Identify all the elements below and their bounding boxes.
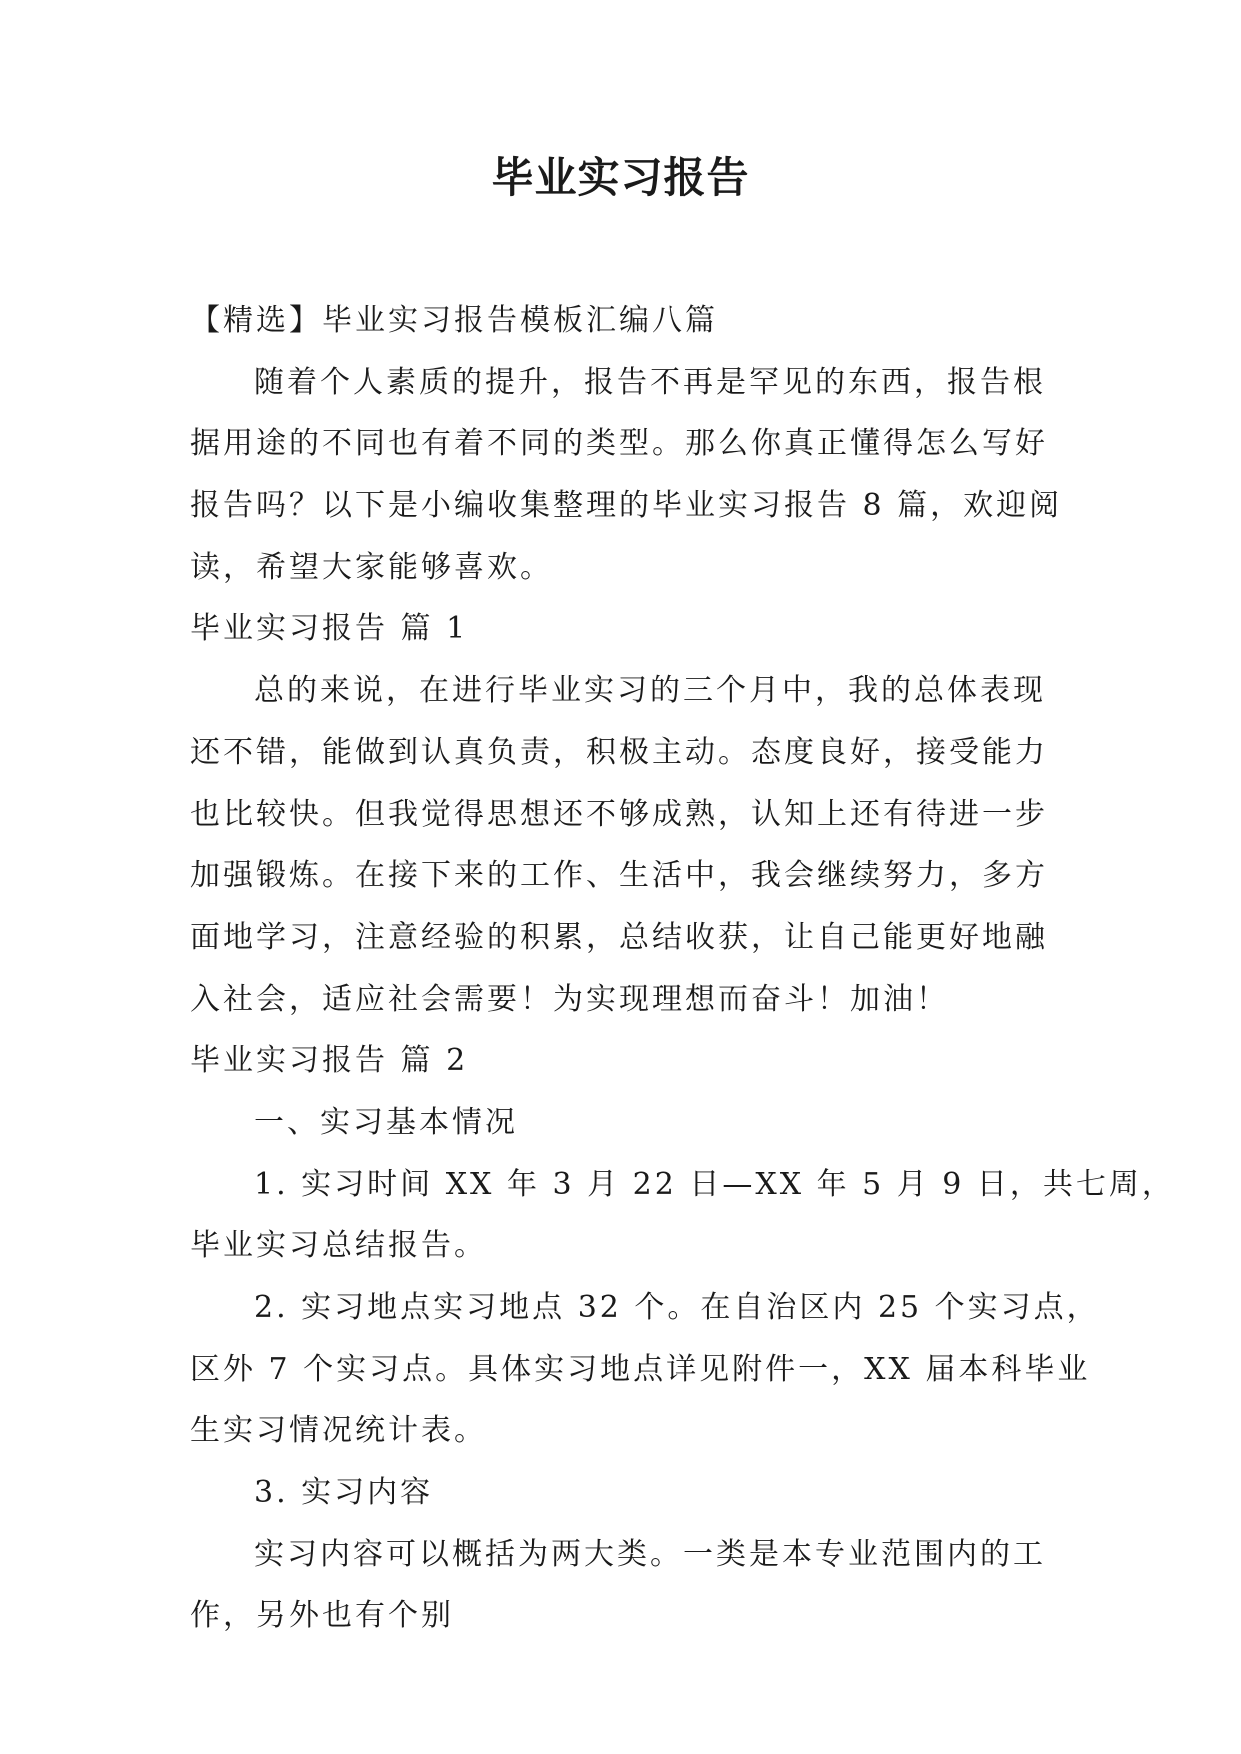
text-line: 区外 7 个实习点。具体实习地点详见附件一，XX 届本科毕业 — [190, 1351, 1091, 1387]
text-line: 毕业实习总结报告。 — [190, 1228, 487, 1264]
text-line: 【精选】毕业实习报告模板汇编八篇 — [190, 303, 718, 338]
text-line: 实习内容可以概括为两大类。一类是本专业范围内的工 — [254, 1536, 1046, 1572]
text-line: 面地学习，注意经验的积累，总结收获，让自己能更好地融 — [190, 919, 1048, 955]
document-body — [190, 290, 1175, 1647]
text-line: 随着个人素质的提升，报告不再是罕见的东西，报告根 — [254, 364, 1046, 400]
text-line: 作，另外也有个别 — [190, 1598, 454, 1634]
text-line: 2. 实习地点实习地点 32 个。在自治区内 25 个实习点， — [254, 1290, 1100, 1325]
document-title: 毕业实习报告 — [491, 153, 750, 202]
text-line: 毕业实习报告 篇 2 — [190, 1043, 469, 1079]
text-line: 一、实习基本情况 — [254, 1104, 518, 1140]
text-line: 报告吗？以下是小编收集整理的毕业实习报告 8 篇，欢迎阅 — [190, 488, 1063, 524]
text-line: 还不错，能做到认真负责，积极主动。态度良好，接受能力 — [190, 734, 1048, 770]
text-line: 3. 实习内容 — [254, 1475, 434, 1511]
text-line: 生实习情况统计表。 — [190, 1413, 487, 1449]
text-line: 入社会，适应社会需要！为实现理想而奋斗！加油！ — [190, 981, 949, 1017]
text-line: 1. 实习时间 XX 年 3 月 22 日—XX 年 5 月 9 日，共七周， — [254, 1166, 1175, 1202]
text-line: 据用途的不同也有着不同的类型。那么你真正懂得怎么写好 — [190, 426, 1048, 462]
text-line: 毕业实习报告 篇 1 — [190, 611, 469, 647]
text-line: 读，希望大家能够喜欢。 — [190, 549, 553, 585]
text-line: 加强锻炼。在接下来的工作、生活中，我会继续努力，多方 — [190, 858, 1048, 894]
text-line: 也比较快。但我觉得思想还不够成熟，认知上还有待进一步 — [190, 796, 1048, 832]
text-line: 总的来说，在进行毕业实习的三个月中，我的总体表现 — [254, 673, 1046, 709]
